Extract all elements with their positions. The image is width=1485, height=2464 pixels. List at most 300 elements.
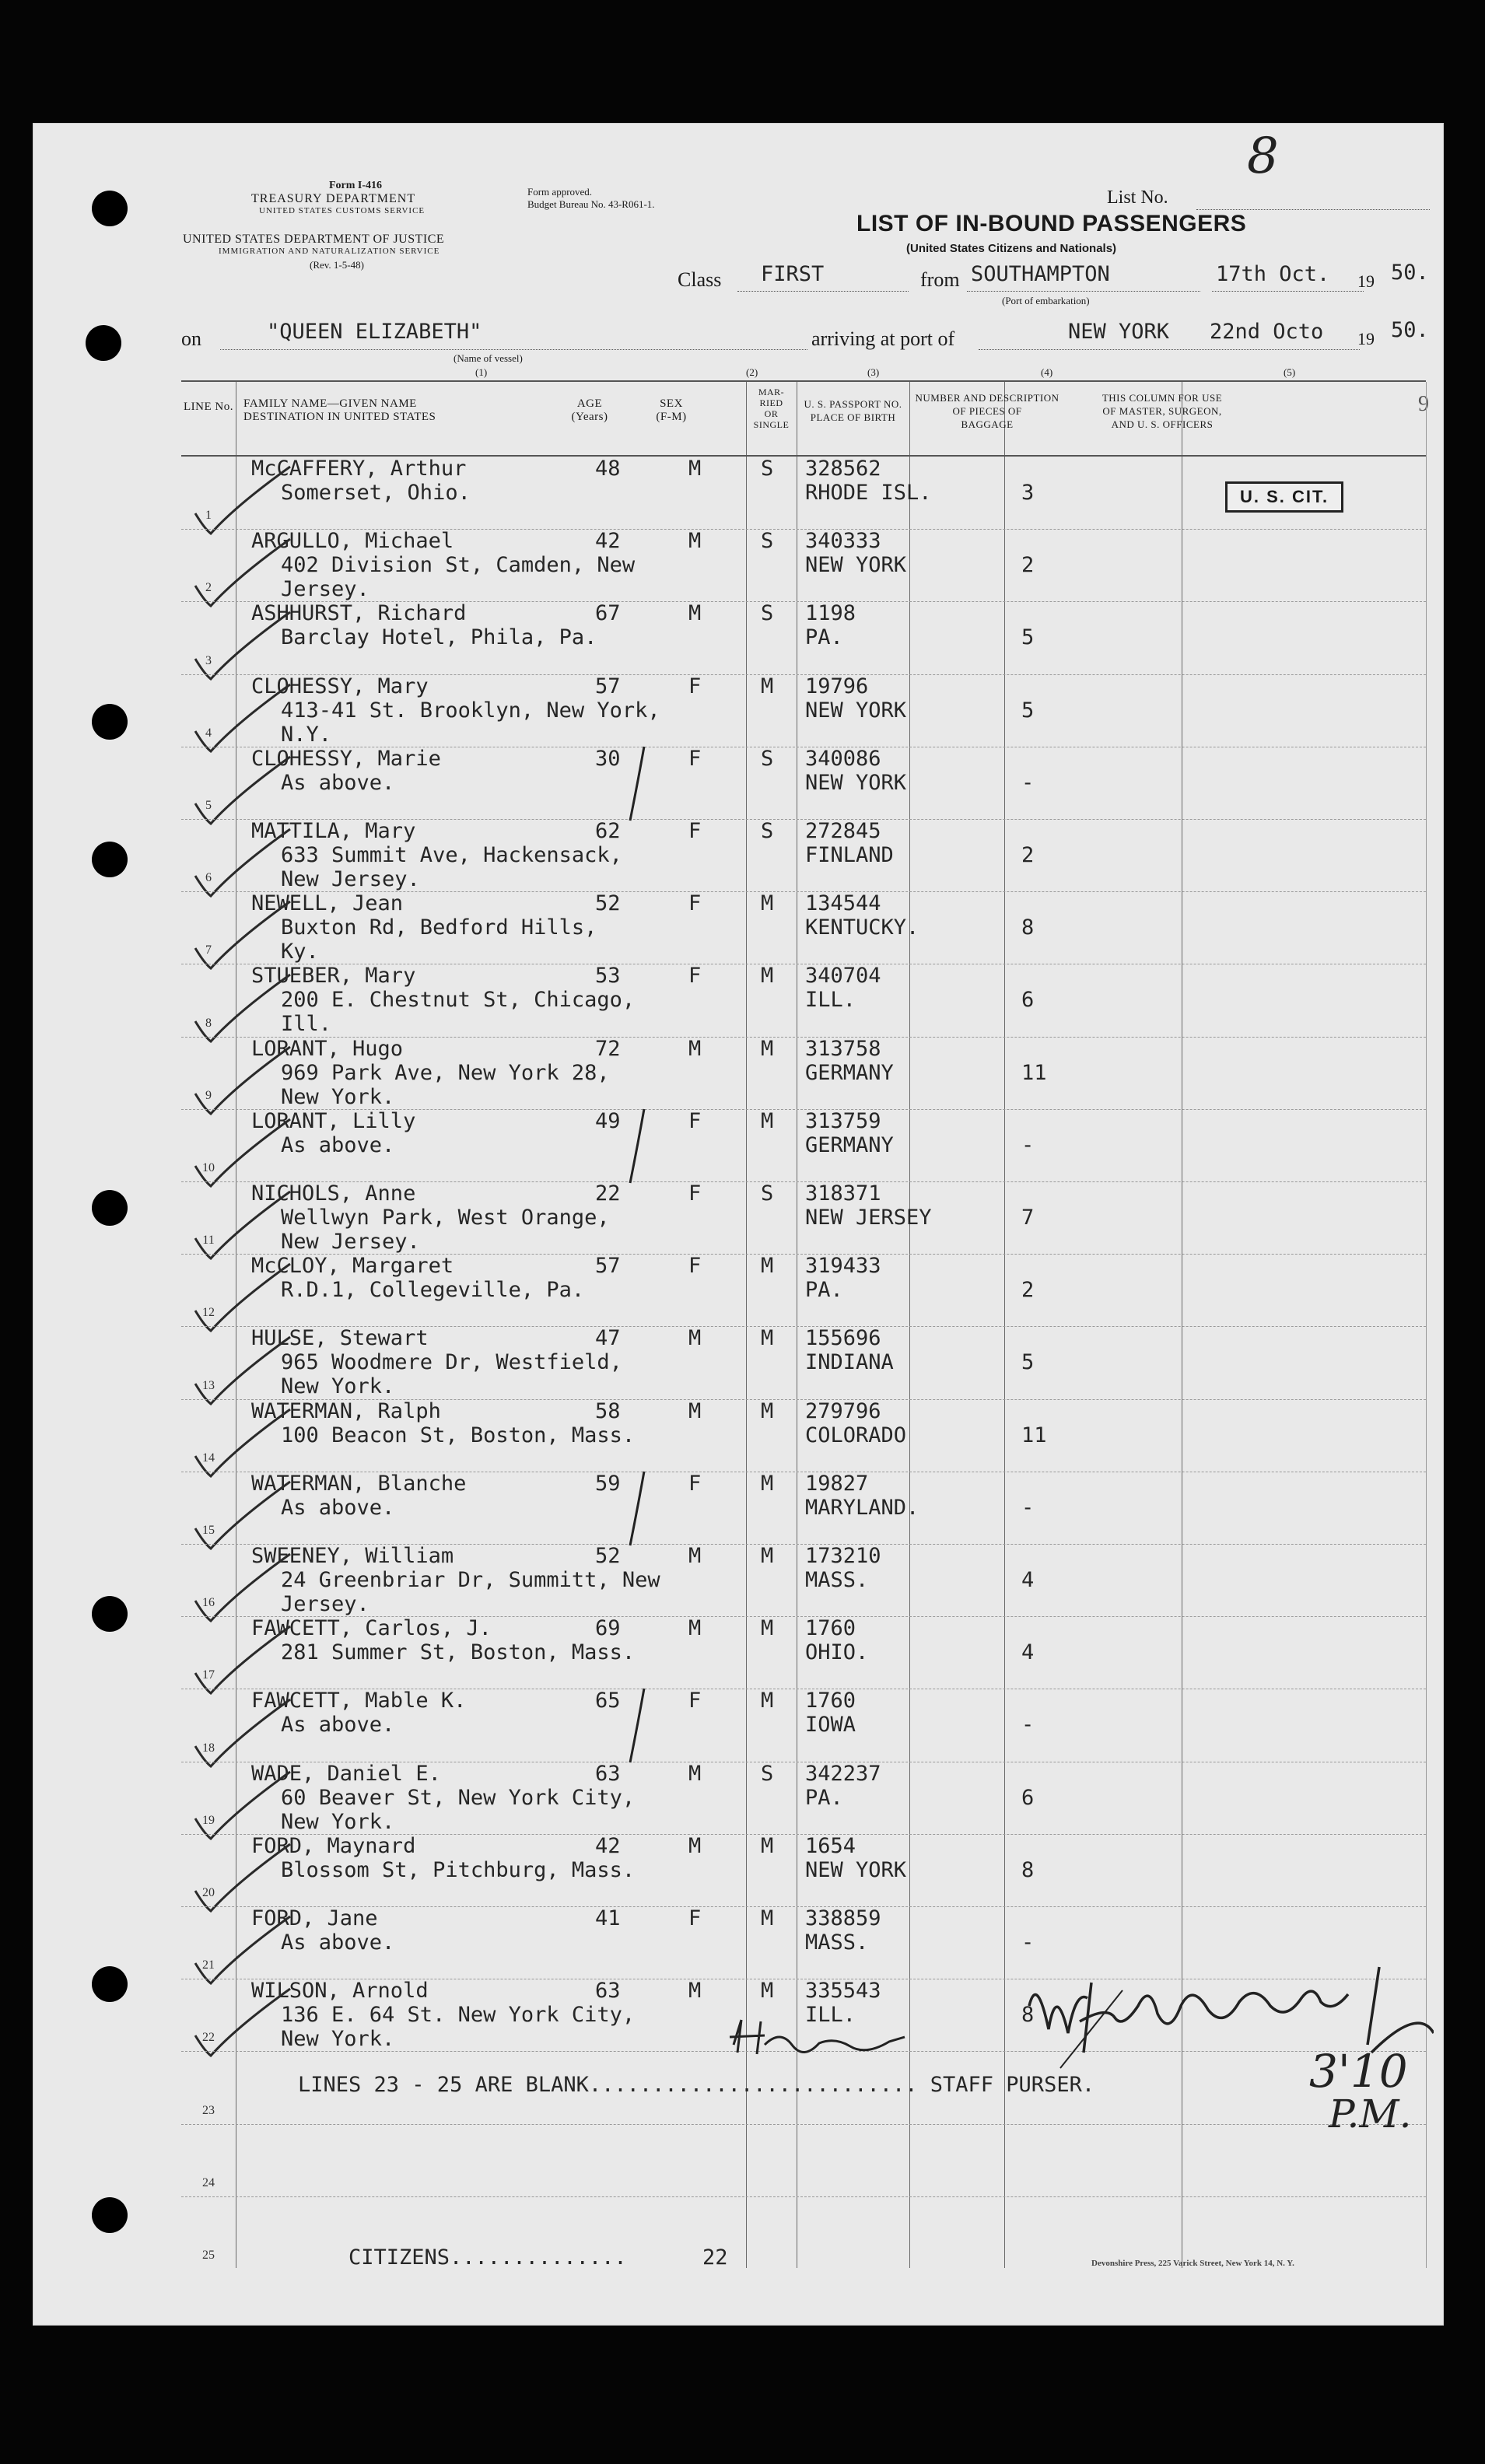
- arrival-port: NEW YORK: [1068, 320, 1170, 344]
- line-number: 13: [202, 1378, 215, 1392]
- destination-line: New York.: [281, 2027, 395, 2052]
- line-number: 16: [202, 1596, 215, 1610]
- baggage-count: 4: [1021, 1568, 1035, 1592]
- place-of-birth: NEW YORK: [805, 770, 907, 795]
- class-value: FIRST: [761, 262, 825, 286]
- sex: F: [688, 1471, 702, 1496]
- marital-status: S: [761, 1181, 774, 1206]
- budget-bureau: Budget Bureau No. 43-R061-1.: [527, 198, 655, 210]
- marital-status: M: [761, 1979, 774, 2004]
- punch-hole: [92, 704, 128, 740]
- citizens-count: 22: [702, 2245, 728, 2270]
- from-label: from: [920, 268, 960, 291]
- destination-line: 60 Beaver St, New York City,: [281, 1785, 636, 1810]
- line-number: 12: [202, 1306, 215, 1320]
- age: 41: [595, 1906, 621, 1930]
- treasury-dept: TREASURY DEPARTMENT: [251, 192, 416, 205]
- place-of-birth: PA.: [805, 1785, 843, 1810]
- from-line: [967, 291, 1200, 292]
- passenger-row: [181, 1472, 1426, 1544]
- baggage-count: 8: [1021, 915, 1035, 940]
- baggage-count: 6: [1021, 1785, 1035, 1810]
- sex: F: [688, 1108, 702, 1133]
- passenger-name: MATTILA, Mary: [251, 819, 416, 843]
- vessel-line: [220, 349, 807, 350]
- baggage-count: 2: [1021, 553, 1035, 578]
- line-number: 24: [202, 2175, 215, 2189]
- place-of-birth: PA.: [805, 625, 843, 650]
- age: 67: [595, 601, 621, 626]
- passport-number: 19796: [805, 674, 869, 698]
- line-number: 3: [205, 653, 212, 667]
- destination-line: As above.: [281, 770, 395, 795]
- sex: F: [688, 964, 702, 989]
- passport-number: 134544: [805, 891, 881, 916]
- age: 63: [595, 1761, 621, 1786]
- col-num-3: (3): [867, 366, 880, 378]
- age: 62: [595, 819, 621, 843]
- citizens-label: CITIZENS..............: [348, 2245, 627, 2270]
- baggage-count: 5: [1021, 698, 1035, 723]
- punch-hole: [86, 325, 121, 361]
- destination-line: As above.: [281, 1930, 395, 1955]
- passenger-row: [181, 747, 1426, 819]
- age: 57: [595, 1254, 621, 1279]
- passenger-name: HULSE, Stewart: [251, 1326, 429, 1351]
- marital-status: M: [761, 1544, 774, 1568]
- passport-number: 173210: [805, 1544, 881, 1568]
- sex: M: [688, 1979, 702, 2004]
- marital-status: S: [761, 746, 774, 771]
- passenger-name: NEWELL, Jean: [251, 891, 404, 916]
- passport-number: 1760: [805, 1616, 856, 1641]
- destination-line: N.Y.: [281, 722, 332, 747]
- passenger-row: [181, 1544, 1426, 1616]
- place-of-birth: ILL.: [805, 988, 856, 1013]
- passport-number: 342237: [805, 1761, 881, 1786]
- ins-service: IMMIGRATION AND NATURALIZATION SERVICE: [219, 247, 440, 256]
- tally-slash: [621, 743, 652, 828]
- line-number: 8: [205, 1016, 212, 1030]
- age: 22: [595, 1181, 621, 1206]
- passenger-name: McCLOY, Margaret: [251, 1254, 454, 1279]
- baggage-count: 5: [1021, 625, 1035, 650]
- from-value: SOUTHAMPTON: [971, 262, 1110, 286]
- passenger-name: ASHHURST, Richard: [251, 601, 467, 626]
- passenger-row: [181, 891, 1426, 964]
- age: 30: [595, 746, 621, 771]
- destination-line: 969 Park Ave, New York 28,: [281, 1060, 610, 1085]
- age: 49: [595, 1108, 621, 1133]
- vessel-name: "QUEEN ELIZABETH": [267, 320, 482, 344]
- year-arrival: 50.: [1391, 318, 1429, 342]
- destination-line: New Jersey.: [281, 1230, 420, 1254]
- passenger-row: [181, 601, 1426, 674]
- line-number: 1: [205, 509, 212, 523]
- punch-hole: [92, 191, 128, 226]
- passenger-row: [181, 1109, 1426, 1181]
- marital-status: M: [761, 1108, 774, 1133]
- year-departure: 50.: [1391, 261, 1429, 285]
- destination-line: 200 E. Chestnut St, Chicago,: [281, 988, 636, 1013]
- passenger-row: [181, 1399, 1426, 1472]
- marital-status: S: [761, 457, 774, 481]
- line-number: 19: [202, 1813, 215, 1827]
- passenger-name: LORANT, Hugo: [251, 1036, 404, 1061]
- marital-status: M: [761, 1906, 774, 1930]
- marital-status: M: [761, 964, 774, 989]
- passport-number: 340704: [805, 964, 881, 989]
- line-number: 9: [205, 1088, 212, 1102]
- sex: M: [688, 1761, 702, 1786]
- baggage-count: -: [1021, 1713, 1035, 1738]
- marital-status: M: [761, 1254, 774, 1279]
- handwritten-pm: P.M.: [1329, 2091, 1412, 2137]
- age: 58: [595, 1398, 621, 1423]
- line-number: 11: [202, 1234, 215, 1248]
- tally-slash: [621, 1468, 652, 1553]
- age: 69: [595, 1616, 621, 1641]
- place-of-birth: RHODE ISL.: [805, 481, 932, 505]
- marital-status: S: [761, 819, 774, 843]
- customs-service: UNITED STATES CUSTOMS SERVICE: [259, 206, 426, 215]
- col-header-passport: U. S. PASSPORT NO. PLACE OF BIRTH: [804, 398, 902, 423]
- sex: M: [688, 601, 702, 626]
- place-of-birth: NEW YORK: [805, 698, 907, 723]
- sex: M: [688, 1326, 702, 1351]
- place-of-birth: ILL.: [805, 2003, 856, 2028]
- list-no-label: List No.: [1107, 187, 1168, 208]
- tally-slash: [621, 1685, 652, 1770]
- handwritten-time: 3'10: [1309, 2045, 1408, 2098]
- place-of-birth: IOWA: [805, 1713, 856, 1738]
- line-number: 4: [205, 726, 212, 740]
- on-label: on: [181, 327, 201, 350]
- sex: F: [688, 1689, 702, 1713]
- sex: F: [688, 1181, 702, 1206]
- passport-number: 1198: [805, 601, 856, 626]
- sex: M: [688, 1616, 702, 1641]
- destination-line: As above.: [281, 1713, 395, 1738]
- place-of-birth: MASS.: [805, 1568, 869, 1592]
- year-prefix-2: 19: [1357, 329, 1375, 348]
- arriving-label: arriving at port of: [811, 327, 955, 350]
- marital-status: S: [761, 1761, 774, 1786]
- baggage-count: -: [1021, 1495, 1035, 1520]
- destination-line: Jersey.: [281, 577, 369, 602]
- passport-number: 279796: [805, 1398, 881, 1423]
- sex: F: [688, 891, 702, 916]
- sex: M: [688, 1398, 702, 1423]
- date1-line: [1212, 291, 1364, 292]
- passenger-row: [181, 1616, 1426, 1689]
- line-number: 18: [202, 1741, 215, 1755]
- destination-line: Ky.: [281, 940, 319, 964]
- place-of-birth: PA.: [805, 1278, 843, 1303]
- blank-lines-note: LINES 23 - 25 ARE BLANK.......................... STAFF PURSER.: [298, 2073, 1095, 2098]
- destination-line: As above.: [281, 1132, 395, 1157]
- passenger-name: ARGULLO, Michael: [251, 529, 454, 554]
- age: 48: [595, 457, 621, 481]
- sex: M: [688, 529, 702, 554]
- justice-dept: UNITED STATES DEPARTMENT OF JUSTICE: [183, 233, 445, 246]
- passenger-name: CLOHESSY, Marie: [251, 746, 441, 771]
- passport-number: 1654: [805, 1833, 856, 1858]
- sex: M: [688, 457, 702, 481]
- vessel-note: (Name of vessel): [454, 352, 523, 364]
- passenger-row: [181, 1834, 1426, 1906]
- destination-line: R.D.1, Collegeville, Pa.: [281, 1278, 585, 1303]
- class-line: [737, 291, 909, 292]
- port-line: [979, 349, 1360, 350]
- sex: F: [688, 1906, 702, 1930]
- sex: F: [688, 819, 702, 843]
- place-of-birth: OHIO.: [805, 1640, 869, 1665]
- line-number: 14: [202, 1451, 215, 1465]
- date-departure: 17th Oct.: [1216, 262, 1330, 286]
- line-number: 6: [205, 871, 212, 885]
- passport-number: 328562: [805, 457, 881, 481]
- place-of-birth: KENTUCKY.: [805, 915, 919, 940]
- destination-line: 402 Division St, Camden, New: [281, 553, 636, 578]
- passenger-row: [181, 529, 1426, 601]
- passenger-name: NICHOLS, Anne: [251, 1181, 416, 1206]
- destination-line: 633 Summit Ave, Hackensack,: [281, 843, 622, 867]
- place-of-birth: NEW YORK: [805, 553, 907, 578]
- passenger-name: WILSON, Arnold: [251, 1979, 429, 2004]
- passport-number: 340333: [805, 529, 881, 554]
- destination-line: 413-41 St. Brooklyn, New York,: [281, 698, 660, 723]
- destination-line: Wellwyn Park, West Orange,: [281, 1206, 610, 1230]
- col-header-married: MAR- RIED OR SINGLE: [753, 387, 790, 430]
- page-mark: 9: [1418, 392, 1429, 416]
- passport-number: 272845: [805, 819, 881, 843]
- passenger-name: LORANT, Lilly: [251, 1108, 416, 1133]
- age: 52: [595, 1544, 621, 1568]
- col-header-line: LINE No.: [184, 401, 233, 413]
- passenger-name: WATERMAN, Ralph: [251, 1398, 441, 1423]
- age: 63: [595, 1979, 621, 2004]
- col-header-baggage: NUMBER AND DESCRIPTION OF PIECES OF BAGGAGE: [915, 392, 1059, 430]
- marital-status: M: [761, 1616, 774, 1641]
- age: 65: [595, 1689, 621, 1713]
- manifest-sheet: [33, 123, 1444, 2326]
- place-of-birth: INDIANA: [805, 1350, 894, 1375]
- year-prefix-1: 19: [1357, 271, 1375, 291]
- passenger-row: [181, 674, 1426, 747]
- marital-status: M: [761, 1471, 774, 1496]
- place-of-birth: NEW JERSEY: [805, 1206, 932, 1230]
- baggage-count: 3: [1021, 481, 1035, 505]
- passenger-name: CLOHESSY, Mary: [251, 674, 429, 698]
- destination-line: Jersey.: [281, 1592, 369, 1616]
- passenger-row: [181, 819, 1426, 891]
- destination-line: New York.: [281, 1084, 395, 1109]
- destination-line: Ill.: [281, 1012, 332, 1037]
- punch-hole: [92, 1190, 128, 1226]
- line-number: 5: [205, 798, 212, 812]
- printer-credit: Devonshire Press, 225 Varick Street, New York 14, N. Y.: [1091, 2259, 1294, 2268]
- age: 42: [595, 1833, 621, 1858]
- baggage-count: 2: [1021, 1278, 1035, 1303]
- passport-number: 19827: [805, 1471, 869, 1496]
- marital-status: S: [761, 529, 774, 554]
- list-no-line: [1196, 209, 1430, 210]
- col-num-2: (2): [746, 366, 758, 378]
- marital-status: M: [761, 1326, 774, 1351]
- tally-slash: [621, 1105, 652, 1191]
- line-number: 25: [202, 2248, 215, 2262]
- line-number: 20: [202, 1885, 215, 1899]
- marital-status: M: [761, 1689, 774, 1713]
- baggage-count: 2: [1021, 843, 1035, 867]
- place-of-birth: MASS.: [805, 1930, 869, 1955]
- place-of-birth: MARYLAND.: [805, 1495, 919, 1520]
- line-number: 7: [205, 943, 212, 957]
- line-number: 10: [202, 1160, 215, 1174]
- sex: F: [688, 1254, 702, 1279]
- date-arrival: 22nd Octo: [1210, 320, 1324, 344]
- handwritten-initials: [718, 2014, 920, 2068]
- col-header-sex: SEX (F-M): [656, 397, 687, 423]
- line-number: 15: [202, 1523, 215, 1537]
- col-num-4: (4): [1041, 366, 1053, 378]
- destination-line: New York.: [281, 1809, 395, 1834]
- list-no-value: 8: [1247, 128, 1279, 185]
- destination-line: Barclay Hotel, Phila, Pa.: [281, 625, 597, 650]
- destination-line: New Jersey.: [281, 867, 420, 891]
- passport-number: 338859: [805, 1906, 881, 1930]
- blank-row: [181, 2124, 1426, 2196]
- destination-line: New York.: [281, 1374, 395, 1399]
- passport-number: 318371: [805, 1181, 881, 1206]
- passport-number: 155696: [805, 1326, 881, 1351]
- punch-hole: [92, 842, 128, 877]
- passenger-name: FORD, Jane: [251, 1906, 378, 1930]
- destination-line: 281 Summer St, Boston, Mass.: [281, 1640, 636, 1665]
- marital-status: M: [761, 1398, 774, 1423]
- passenger-row: [181, 1689, 1426, 1761]
- line-number: 21: [202, 1958, 215, 1972]
- age: 42: [595, 529, 621, 554]
- document-title: LIST OF IN-BOUND PASSENGERS: [856, 211, 1247, 236]
- age: 53: [595, 964, 621, 989]
- sex: F: [688, 674, 702, 698]
- class-label: Class: [678, 268, 722, 291]
- line-number: 17: [202, 1668, 215, 1682]
- baggage-count: -: [1021, 770, 1035, 795]
- revision: (Rev. 1-5-48): [310, 259, 364, 271]
- passenger-row: [181, 1181, 1426, 1254]
- baggage-count: 7: [1021, 1206, 1035, 1230]
- line-number: 2: [205, 581, 212, 595]
- marital-status: M: [761, 1036, 774, 1061]
- place-of-birth: NEW YORK: [805, 1857, 907, 1882]
- passport-number: 313759: [805, 1108, 881, 1133]
- passport-number: 313758: [805, 1036, 881, 1061]
- col-header-name: FAMILY NAME—GIVEN NAME DESTINATION IN UNITED STATES: [243, 397, 436, 423]
- destination-line: 100 Beacon St, Boston, Mass.: [281, 1423, 636, 1447]
- sex: M: [688, 1544, 702, 1568]
- document-subtitle: (United States Citizens and Nationals): [906, 242, 1117, 255]
- sex: F: [688, 746, 702, 771]
- passport-number: 319433: [805, 1254, 881, 1279]
- baggage-count: 8: [1021, 1857, 1035, 1882]
- punch-hole: [92, 2197, 128, 2233]
- passenger-row: [181, 1762, 1426, 1834]
- col-num-5: (5): [1284, 366, 1296, 378]
- sex: M: [688, 1833, 702, 1858]
- col-header-age: AGE (Years): [571, 397, 608, 423]
- destination-line: 136 E. 64 St. New York City,: [281, 2003, 636, 2028]
- passport-number: 1760: [805, 1689, 856, 1713]
- punch-hole: [92, 1966, 128, 2002]
- form-approved: Form approved.: [527, 186, 593, 198]
- age: 47: [595, 1326, 621, 1351]
- marital-status: M: [761, 674, 774, 698]
- passenger-row: [181, 964, 1426, 1036]
- destination-line: As above.: [281, 1495, 395, 1520]
- marital-status: S: [761, 601, 774, 626]
- age: 52: [595, 891, 621, 916]
- destination-line: Blossom St, Pitchburg, Mass.: [281, 1857, 636, 1882]
- marital-status: M: [761, 891, 774, 916]
- passenger-name: FAWCETT, Mable K.: [251, 1689, 467, 1713]
- passenger-row: [181, 1037, 1426, 1109]
- baggage-count: 4: [1021, 1640, 1035, 1665]
- place-of-birth: GERMANY: [805, 1060, 894, 1085]
- marital-status: M: [761, 1833, 774, 1858]
- age: 72: [595, 1036, 621, 1061]
- baggage-count: -: [1021, 1132, 1035, 1157]
- age: 57: [595, 674, 621, 698]
- line-number: 23: [202, 2103, 215, 2117]
- place-of-birth: FINLAND: [805, 843, 894, 867]
- line-number: 22: [202, 2031, 215, 2045]
- destination-line: Buxton Rd, Bedford Hills,: [281, 915, 597, 940]
- col-num-1: (1): [475, 366, 488, 378]
- sex: M: [688, 1036, 702, 1061]
- us-citizen-stamp: U. S. CIT.: [1225, 481, 1343, 513]
- passport-number: 340086: [805, 746, 881, 771]
- baggage-count: 11: [1021, 1423, 1047, 1447]
- passenger-name: SWEENEY, William: [251, 1544, 454, 1568]
- destination-line: Somerset, Ohio.: [281, 481, 471, 505]
- baggage-count: 8: [1021, 2003, 1035, 2028]
- col-header-officers: THIS COLUMN FOR USE OF MASTER, SURGEON, AND U. S. OFFICERS: [1101, 392, 1223, 430]
- passenger-name: FAWCETT, Carlos, J.: [251, 1616, 492, 1641]
- place-of-birth: GERMANY: [805, 1132, 894, 1157]
- baggage-count: -: [1021, 1930, 1035, 1955]
- punch-hole: [92, 1596, 128, 1632]
- baggage-count: 11: [1021, 1060, 1047, 1085]
- passport-number: 335543: [805, 1979, 881, 2004]
- passenger-name: WADE, Daniel E.: [251, 1761, 441, 1786]
- destination-line: 24 Greenbriar Dr, Summitt, New: [281, 1568, 660, 1592]
- form-number: Form I-416: [329, 180, 383, 191]
- passenger-name: WATERMAN, Blanche: [251, 1471, 467, 1496]
- passenger-name: STUEBER, Mary: [251, 964, 416, 989]
- place-of-birth: COLORADO: [805, 1423, 907, 1447]
- baggage-count: 5: [1021, 1350, 1035, 1375]
- passenger-row: [181, 1254, 1426, 1326]
- passenger-name: FORD, Maynard: [251, 1833, 416, 1858]
- destination-line: 965 Woodmere Dr, Westfield,: [281, 1350, 622, 1375]
- baggage-count: 6: [1021, 988, 1035, 1013]
- embark-note: (Port of embarkation): [1002, 295, 1090, 306]
- passenger-row: [181, 1326, 1426, 1398]
- passenger-name: McCAFFERY, Arthur: [251, 457, 467, 481]
